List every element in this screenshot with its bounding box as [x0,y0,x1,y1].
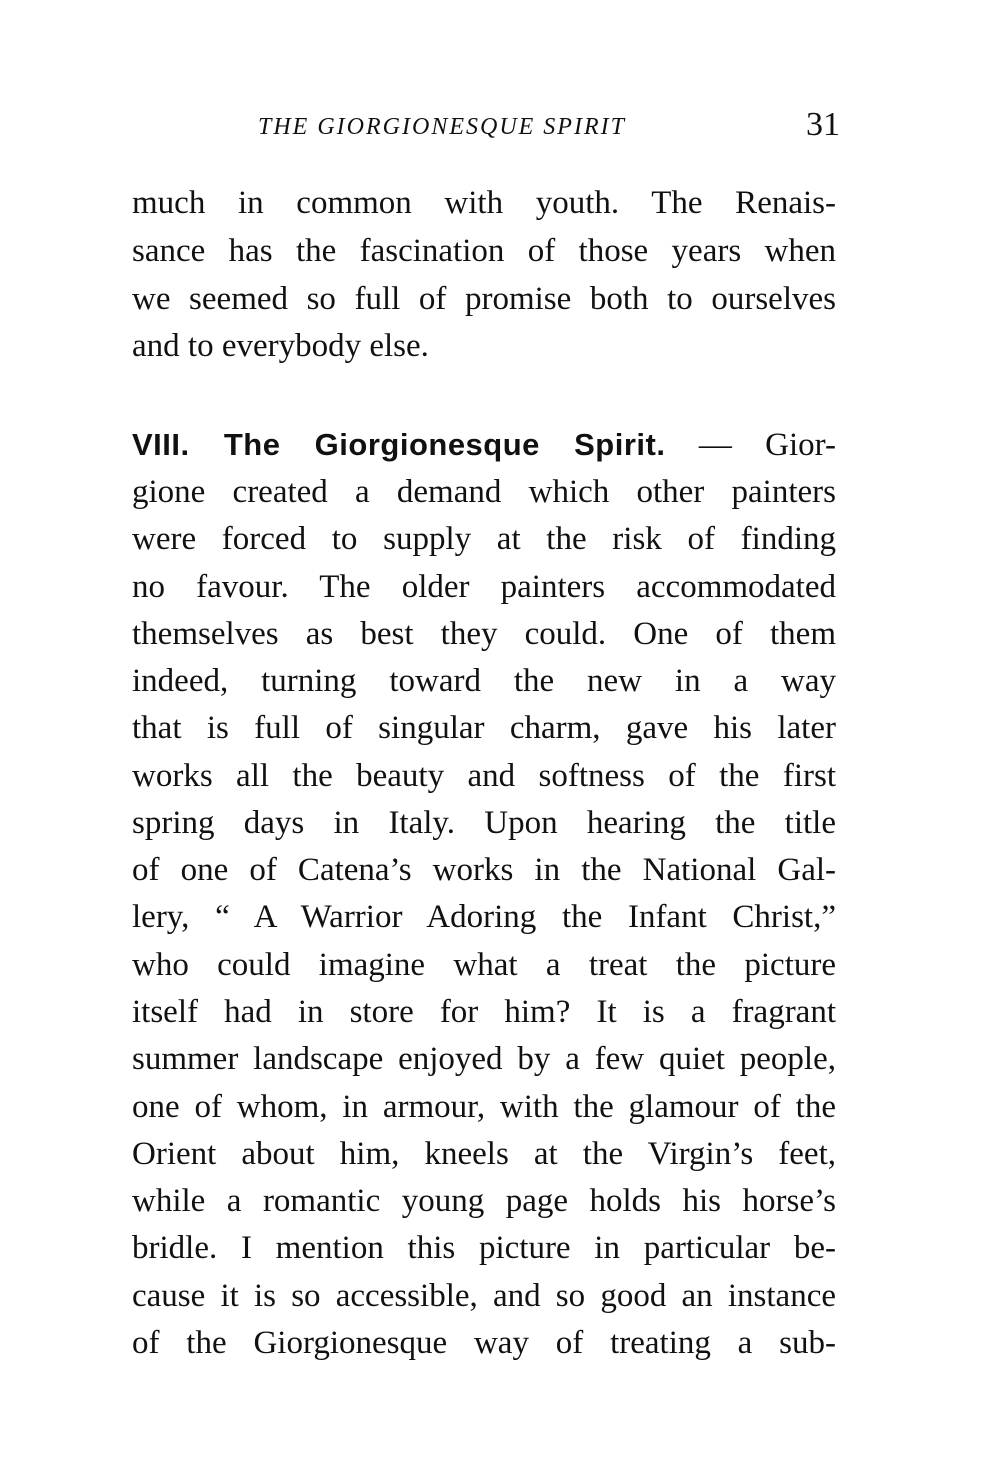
text-line: Orient about him, kneels at the Virgin’s feet, [132,1136,836,1172]
text-line: bridle. I mention this picture in particular be- [132,1230,836,1266]
running-title: THE GIORGIONESQUE SPIRIT [258,114,626,140]
page-number: 31 [806,106,840,143]
text-line: gione created a demand which other painters [132,474,836,510]
section-heading-continuation: — Gior- [665,427,836,463]
text-line: one of whom, in armour, with the glamour of the [132,1089,836,1125]
text-line: of one of Catena’s works in the National Gal- [132,852,836,888]
text-line: themselves as best they could. One of them [132,616,836,652]
text-line: indeed, turning toward the new in a way [132,663,836,699]
text-line: works all the beauty and softness of the first [132,758,836,794]
text-line: lery, “ A Warrior Adoring the Infant Christ,” [132,899,836,935]
text-line: cause it is so accessible, and so good an instance [132,1278,836,1314]
section-heading-line [132,424,836,466]
text-line: while a romantic young page holds his horse’s [132,1183,836,1219]
text-line: spring days in Italy. Upon hearing the title [132,805,836,841]
text-line: and to everybody else. [132,328,429,364]
text-line: no favour. The older painters accommodated [132,569,836,605]
text-line: were forced to supply at the risk of finding [132,521,836,557]
running-head [258,106,840,150]
text-line: who could imagine what a treat the picture [132,947,836,983]
text-line: summer landscape enjoyed by a few quiet people, [132,1041,836,1077]
text-line: that is full of singular charm, gave his later [132,710,836,746]
text-line: we seemed so full of promise both to ourselves [132,281,836,317]
text-line: itself had in store for him? It is a fragrant [132,994,836,1030]
section-heading: VIII. The Giorgionesque Spirit. [132,427,666,462]
text-line: sance has the fascination of those years when [132,233,836,269]
text-line: of the Giorgionesque way of treating a sub- [132,1325,836,1361]
text-line: much in common with youth. The Renais- [132,185,836,221]
